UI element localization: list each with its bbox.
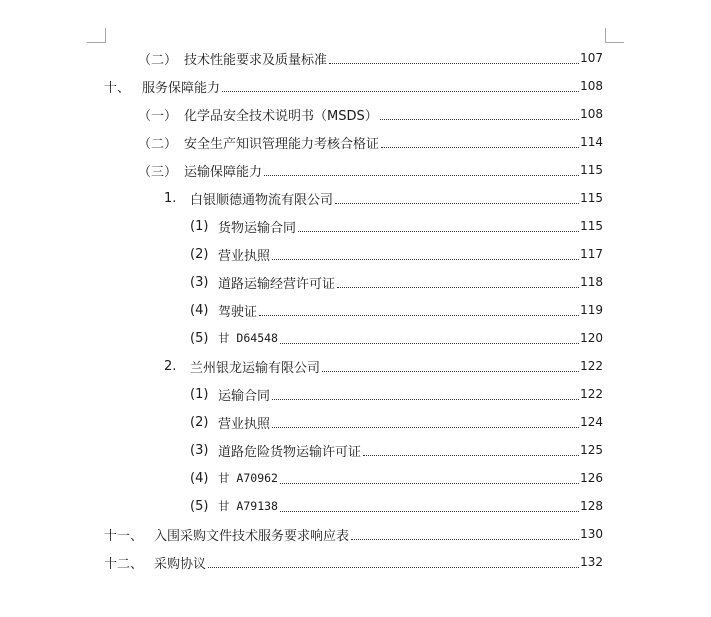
toc-entry-title: 服务保障能力 bbox=[142, 80, 221, 96]
toc-entry-page: 108 bbox=[580, 107, 603, 121]
toc-entry[interactable] bbox=[190, 240, 603, 268]
toc-leader-dots bbox=[264, 174, 579, 176]
toc-entry[interactable] bbox=[104, 520, 603, 548]
toc-entry[interactable] bbox=[190, 464, 603, 492]
toc-entry[interactable] bbox=[104, 72, 603, 100]
toc-entry-page: 115 bbox=[580, 219, 603, 233]
toc-leader-dots bbox=[208, 566, 579, 568]
toc-entry-title: 营业执照 bbox=[218, 248, 271, 264]
toc-entry[interactable] bbox=[190, 212, 603, 240]
toc-entry-page: 122 bbox=[580, 387, 603, 401]
toc-entry-title: 运输保障能力 bbox=[184, 164, 263, 180]
toc-entry-page: 108 bbox=[580, 79, 603, 93]
toc-entry-title: 道路危险货物运输许可证 bbox=[218, 444, 362, 460]
toc-entry-page: 130 bbox=[580, 527, 603, 541]
toc-entry[interactable] bbox=[138, 128, 603, 156]
toc-entry-title: 运输合同 bbox=[218, 388, 271, 404]
toc-entry-page: 124 bbox=[580, 415, 603, 429]
toc-entry-title: 采购协议 bbox=[154, 556, 207, 572]
toc-entry[interactable] bbox=[138, 44, 603, 72]
toc-entry[interactable] bbox=[190, 268, 603, 296]
toc-entry-page: 117 bbox=[580, 247, 603, 261]
toc-entry[interactable] bbox=[104, 548, 603, 576]
toc-entry[interactable] bbox=[190, 408, 603, 436]
toc-leader-dots bbox=[381, 146, 579, 148]
page-corner-mark-top-left bbox=[87, 28, 106, 43]
toc-entry-number: 十、 bbox=[104, 80, 131, 96]
toc-entry-title: 甘 A70962 bbox=[218, 471, 278, 485]
toc-entry-title: 甘 D64548 bbox=[218, 331, 278, 345]
toc-entry[interactable] bbox=[138, 156, 603, 184]
toc-entry-number: (5) bbox=[190, 330, 209, 346]
toc-entry-number: （一） bbox=[138, 108, 178, 124]
toc-entry-number: （二） bbox=[138, 52, 178, 68]
toc-entry-number: (1) bbox=[190, 386, 209, 402]
toc-entry-page: 122 bbox=[580, 359, 603, 373]
toc-entry-page: 107 bbox=[580, 51, 603, 65]
toc-leader-dots bbox=[337, 286, 579, 288]
toc-entry-number: (3) bbox=[190, 442, 209, 458]
toc-entry-page: 115 bbox=[580, 163, 603, 177]
toc-entry-title: 化学品安全技术说明书（MSDS） bbox=[184, 108, 378, 124]
toc-entry-number: (3) bbox=[190, 274, 209, 290]
toc-entry[interactable] bbox=[164, 184, 603, 212]
toc-entry-number: (1) bbox=[190, 218, 209, 234]
toc-entry-page: 118 bbox=[580, 275, 603, 289]
toc-entry-number: 十一、 bbox=[104, 528, 144, 544]
toc-entry[interactable] bbox=[190, 492, 603, 520]
toc-entry-page: 114 bbox=[580, 135, 603, 149]
page-corner-mark-top-right bbox=[605, 28, 624, 43]
toc-entry[interactable] bbox=[190, 380, 603, 408]
toc-entry-number: 十二、 bbox=[104, 556, 144, 572]
toc-entry-page: 126 bbox=[580, 471, 603, 485]
toc-entry-title: 道路运输经营许可证 bbox=[218, 276, 336, 292]
toc-entry-title: 货物运输合同 bbox=[218, 220, 297, 236]
toc-entry-number: 1. bbox=[164, 190, 177, 206]
toc-entry-title: 甘 A79138 bbox=[218, 499, 278, 513]
toc-entry[interactable] bbox=[190, 296, 603, 324]
toc-entry-number: (4) bbox=[190, 470, 209, 486]
toc-entry-title: 安全生产知识管理能力考核合格证 bbox=[184, 136, 380, 152]
toc-leader-dots bbox=[280, 342, 579, 344]
toc-entry-page: 125 bbox=[580, 443, 603, 457]
toc-leader-dots bbox=[272, 426, 579, 428]
toc-entry-number: (5) bbox=[190, 498, 209, 514]
toc-leader-dots bbox=[222, 90, 579, 92]
toc-entry-title: 兰州银龙运输有限公司 bbox=[190, 360, 321, 376]
toc-entry-title: 技术性能要求及质量标准 bbox=[184, 52, 328, 68]
toc-entry-page: 128 bbox=[580, 499, 603, 513]
toc-entry-number: (4) bbox=[190, 302, 209, 318]
toc-entry-number: （二） bbox=[138, 136, 178, 152]
toc-leader-dots bbox=[322, 370, 579, 372]
toc-entry-number: (2) bbox=[190, 414, 209, 430]
toc-leader-dots bbox=[272, 398, 579, 400]
toc-leader-dots bbox=[351, 538, 579, 540]
toc-entry[interactable] bbox=[164, 352, 603, 380]
toc-leader-dots bbox=[280, 510, 579, 512]
toc-leader-dots bbox=[380, 118, 579, 120]
toc-entry-number: (2) bbox=[190, 246, 209, 262]
toc-entry-number: （三） bbox=[138, 164, 178, 180]
toc-entry-page: 119 bbox=[580, 303, 603, 317]
toc-leader-dots bbox=[298, 230, 579, 232]
toc-entry-page: 120 bbox=[580, 331, 603, 345]
toc-entry-number: 2. bbox=[164, 358, 177, 374]
toc-leader-dots bbox=[259, 314, 579, 316]
toc-leader-dots bbox=[363, 454, 579, 456]
toc-leader-dots bbox=[329, 62, 579, 64]
toc-entry-page: 132 bbox=[580, 555, 603, 569]
toc-leader-dots bbox=[335, 202, 579, 204]
toc-leader-dots bbox=[280, 482, 579, 484]
toc-entry-title: 驾驶证 bbox=[218, 304, 258, 320]
toc-entry[interactable] bbox=[138, 100, 603, 128]
toc-entry-page: 115 bbox=[580, 191, 603, 205]
toc-entry-title: 营业执照 bbox=[218, 416, 271, 432]
toc-entry-title: 入围采购文件技术服务要求响应表 bbox=[154, 528, 350, 544]
toc-entry[interactable] bbox=[190, 436, 603, 464]
toc-leader-dots bbox=[272, 258, 579, 260]
toc-entry[interactable] bbox=[190, 324, 603, 352]
toc-entry-title: 白银顺德通物流有限公司 bbox=[190, 192, 334, 208]
